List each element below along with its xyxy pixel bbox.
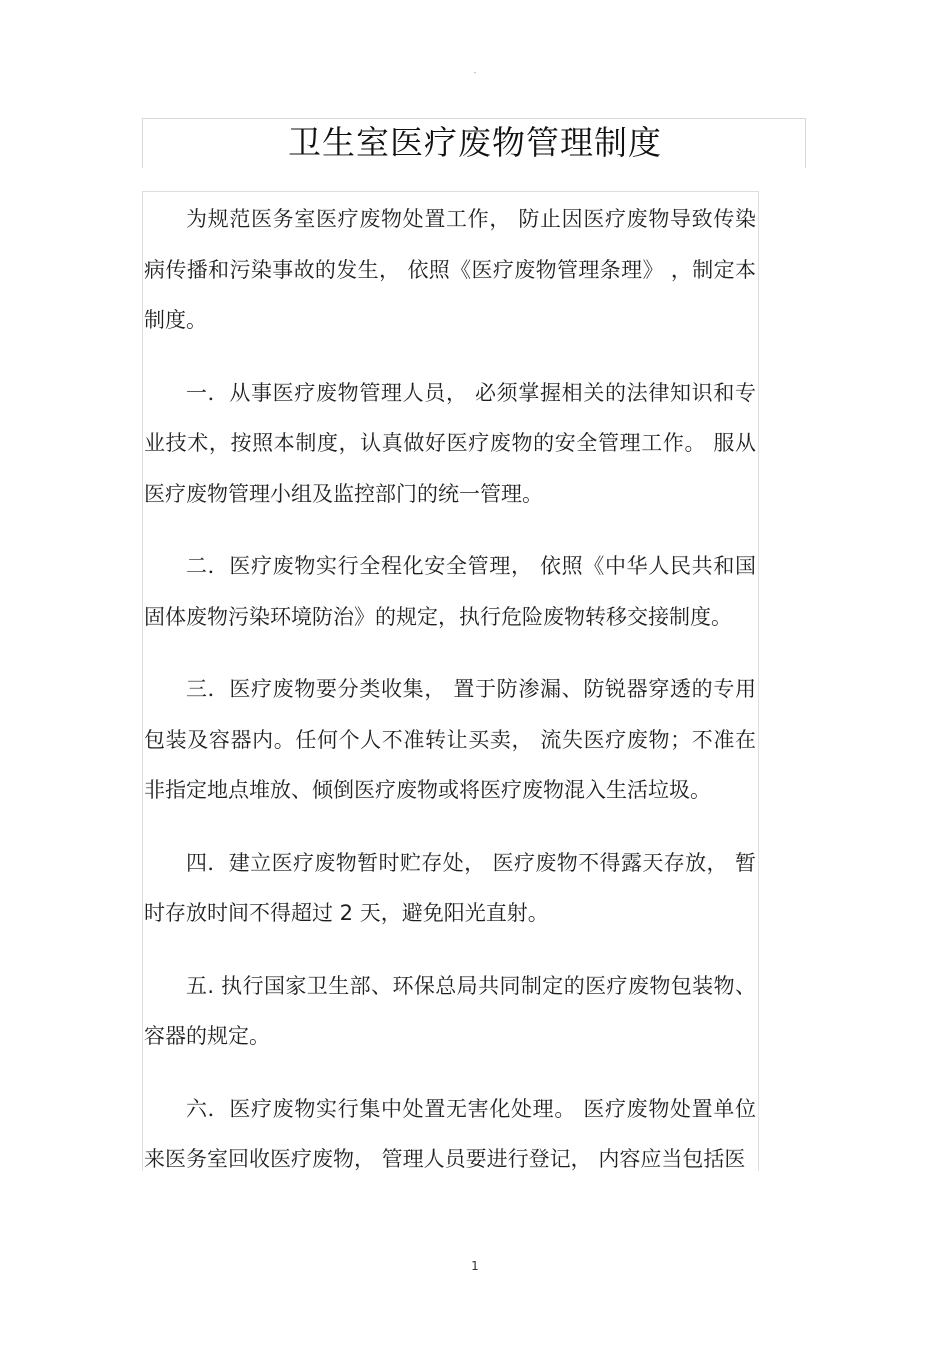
page-number: 1 — [471, 1259, 479, 1273]
paragraph-item-6: 六．医疗废物实行集中处置无害化处理。 医疗废物处置单位来医务室回收医疗废物， 管理人员要进行登记， 内容应当包括医 — [144, 1096, 756, 1171]
paragraph-item-4: 四．建立医疗废物暂时贮存处， 医疗废物不得露天存放， 暂时存放时间不得超过 2 天，避免阳光直射。 — [144, 850, 756, 925]
header-mark: - — [473, 68, 477, 77]
paragraph-item-2: 二．医疗废物实行全程化安全管理， 依照《中华人民共和国固体废物污染环境防治》的规定，执行危险废物转移交接制度。 — [144, 554, 756, 629]
paragraph-item-1: 一．从事医疗废物管理人员， 必须掌握相关的法律知识和专业技术，按照本制度，认真做好医疗废物的安全管理工作。 服从医疗废物管理小组及监控部门的统一管理。 — [144, 380, 756, 506]
document-body — [144, 194, 756, 1207]
paragraph-item-3: 三．医疗废物要分类收集， 置于防渗漏、防锐器穿透的专用包装及容器内。任何个人不准转让买卖， 流失医疗废物；不准在非指定地点堆放、倾倒医疗废物或将医疗废物混入生活垃圾。 — [144, 677, 756, 802]
paragraph-intro: 为规范医务室医疗废物处置工作， 防止因医疗废物导致传染病传播和污染事故的发生， 依照《医疗废物管理条理》 ，制定本制度。 — [144, 207, 756, 332]
document-title: 卫生室医疗废物管理制度 — [288, 123, 662, 162]
paragraph-item-5: 五. 执行国家卫生部、环保总局共同制定的医疗废物包装物、容器的规定。 — [144, 973, 756, 1048]
